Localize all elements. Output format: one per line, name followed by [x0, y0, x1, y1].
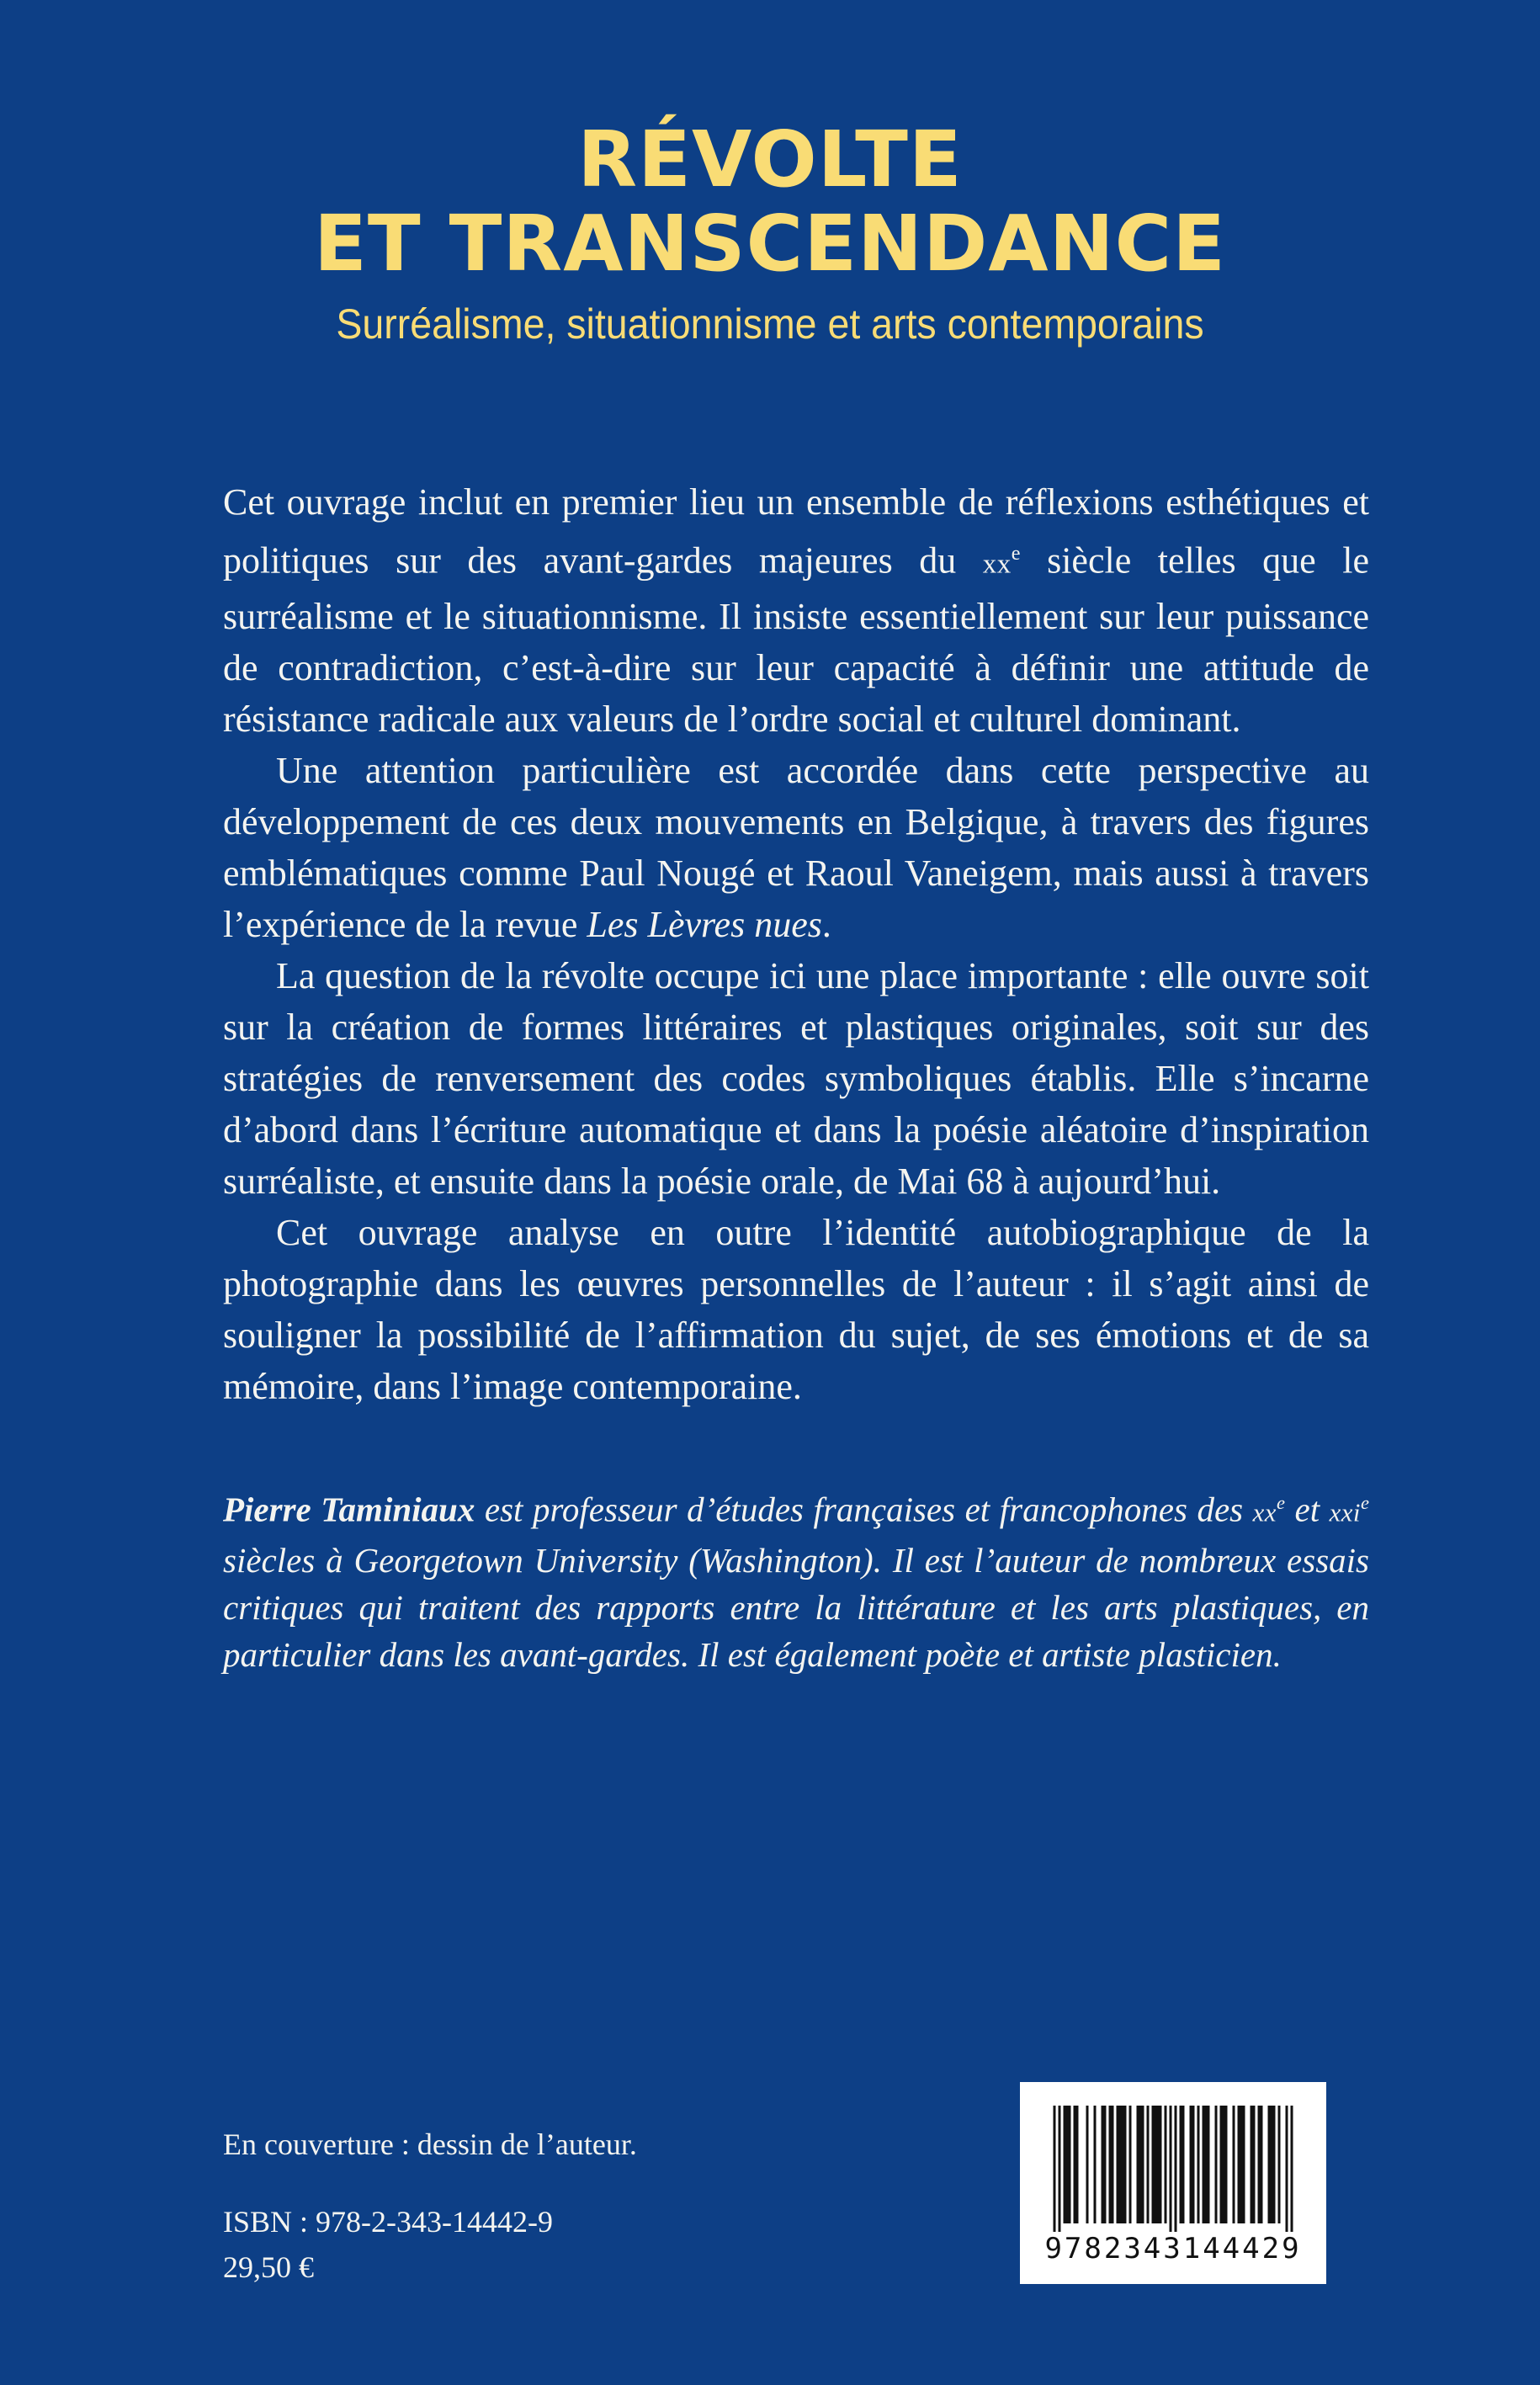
barcode-bar	[1170, 2106, 1172, 2232]
author-bio	[223, 1479, 1369, 1678]
barcode-bar	[1190, 2106, 1192, 2223]
barcode-bar	[1258, 2106, 1261, 2223]
barcode-bar	[1273, 2106, 1276, 2223]
journal-title: Les Lèvres nues	[587, 903, 822, 945]
barcode-bar	[1243, 2106, 1245, 2223]
barcode-bar	[1208, 2106, 1210, 2223]
barcode-bar	[1240, 2106, 1243, 2223]
barcode-bar	[1102, 2106, 1104, 2223]
barcode-bar	[1074, 2106, 1076, 2223]
barcode-bar	[1137, 2106, 1139, 2223]
barcode-bar	[1220, 2106, 1223, 2223]
barcode-bar	[1160, 2106, 1162, 2223]
century-superscript: e	[1011, 542, 1021, 565]
subtitle: Surréalisme, situationnisme et arts contemporains	[336, 300, 1204, 348]
century-superscript-21: e	[1360, 1492, 1369, 1513]
barcode-bar	[1076, 2106, 1079, 2223]
barcode-bar	[1233, 2106, 1235, 2223]
barcode-bar	[1152, 2106, 1155, 2223]
barcode-bar	[1205, 2106, 1208, 2223]
paragraph-2	[223, 745, 1369, 950]
barcode-bar	[1117, 2106, 1119, 2223]
barcode-bar	[1069, 2106, 1071, 2223]
barcode-bar	[1112, 2106, 1114, 2223]
barcode-bar	[1180, 2106, 1182, 2223]
title-line-2: ET TRANSCENDANCE	[314, 199, 1226, 289]
barcode-bar	[1109, 2106, 1112, 2223]
paragraph-1	[223, 476, 1369, 745]
title-line-1: RÉVOLTE	[577, 114, 963, 205]
barcode-bar	[1278, 2106, 1281, 2223]
author-bio-text	[223, 1479, 1369, 1678]
barcode-bar	[1124, 2106, 1127, 2223]
bio-part-2: et	[1284, 1490, 1330, 1529]
barcode-bar	[1271, 2106, 1273, 2223]
barcode-bar	[1182, 2106, 1185, 2223]
barcode-bar	[1225, 2106, 1228, 2223]
paragraph-3: La question de la révolte occupe ici une place importante : elle ouvre soit sur la création de formes littéraires et plastiques originales, soit sur des stratégies de renversement des codes symboliques établis. Elle s’incarne d’abord dans l’écriture automatique et dans la poésie aléatoire d’inspiration surréaliste, et ensuite dans la poésie orale, de Mai 68 à aujourd’hui.	[223, 954, 1369, 1202]
cover-credit: En couverture : dessin de l’auteur.	[223, 2127, 637, 2161]
barcode-bar	[1165, 2106, 1167, 2223]
barcode-bar	[1122, 2106, 1124, 2223]
century-numeral: xx	[982, 549, 1012, 580]
barcode-bar	[1203, 2106, 1205, 2223]
barcode-bar	[1147, 2106, 1150, 2223]
century-numeral-21: xxi	[1329, 1498, 1361, 1527]
barcode-bar	[1094, 2106, 1097, 2223]
barcode-bar	[1155, 2106, 1157, 2223]
barcode-bar	[1064, 2106, 1066, 2223]
barcode-digits: 9782343144429	[1044, 2232, 1302, 2265]
barcode-bar	[1251, 2106, 1253, 2223]
barcode-bar	[1253, 2106, 1256, 2223]
paragraph-1-end: siècle telles que le surréalisme et le situationnisme. Il insiste essentiellement sur leur puissance de contradiction, c’est-à-dire sur leur capacité à définir une attitude de résistance radicale aux valeurs de l’ordre social et culturel dominant.	[223, 539, 1369, 740]
bio-part-1: est professeur d’études françaises et francophones des	[475, 1490, 1253, 1529]
bio-part-3: siècles à Georgetown University (Washington). Il est l’auteur de nombreux essais critiques qui traitent des rapports entre la littérature et les arts plastiques, en particulier dans les avant-gardes. Il est également poète et artiste plasticien.	[223, 1540, 1369, 1674]
barcode	[1020, 2082, 1326, 2284]
paragraph-4: Cet ouvrage analyse en outre l’identité autobiographique de la photographie dans les œuvres personnelles de l’auteur : il s’agit ainsi de souligner la possibilité de l’affirmation du sujet, de ses émotions et de sa mémoire, dans l’image contemporaine.	[223, 1211, 1369, 1407]
barcode-bar	[1215, 2106, 1218, 2223]
barcode-bar	[1157, 2106, 1160, 2223]
barcode-bar	[1086, 2106, 1089, 2223]
barcode-bar	[1223, 2106, 1225, 2223]
barcode-bar	[1059, 2106, 1061, 2232]
barcode-bar	[1175, 2106, 1177, 2232]
barcode-bar	[1129, 2106, 1132, 2223]
title-block	[0, 114, 1540, 353]
barcode-bar	[1066, 2106, 1069, 2223]
paragraph-2-start: Une attention particulière est accordée dans cette perspective au développement de ces deux mouvements en Belgique, à travers des figures emblématiques comme Paul Nougé et Raoul Vaneigem, mais aussi à travers l’expérience de la revue	[223, 749, 1369, 945]
barcode-bar	[1261, 2106, 1263, 2223]
barcode-bar	[1286, 2106, 1288, 2232]
paragraph-2-end: .	[821, 903, 831, 945]
barcode-bar	[1142, 2106, 1144, 2223]
century-superscript-20: e	[1276, 1492, 1285, 1513]
barcode-bar	[1197, 2106, 1200, 2223]
barcode-bar	[1291, 2106, 1293, 2232]
barcode-bar	[1139, 2106, 1142, 2223]
author-name: Pierre Taminiaux	[223, 1490, 475, 1529]
barcode-bar	[1238, 2106, 1240, 2223]
barcode-bar	[1119, 2106, 1122, 2223]
century-numeral-20: xx	[1252, 1498, 1277, 1527]
price: 29,50 €	[223, 2250, 314, 2284]
barcode-bar	[1104, 2106, 1107, 2223]
paragraph-1-start: Cet ouvrage inclut en premier lieu un ensemble de réflexions esthétiques et politiques sur des avant-gardes majeures du	[223, 481, 1369, 582]
summary-text	[223, 476, 1369, 1412]
isbn: ISBN : 978-2-343-14442-9	[223, 2205, 553, 2239]
barcode-bar	[1192, 2106, 1195, 2223]
barcode-bar	[1054, 2106, 1056, 2232]
barcode-bar	[1268, 2106, 1271, 2223]
